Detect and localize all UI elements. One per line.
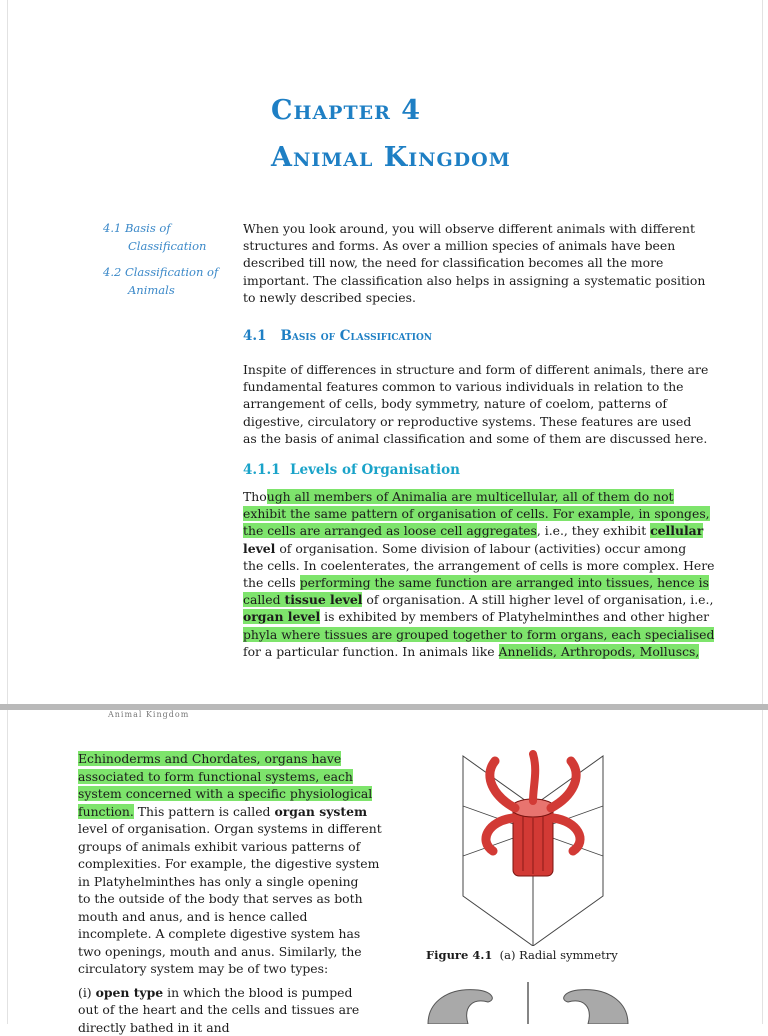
toc-item-4-1[interactable]: 4.1 Basis of Classification — [103, 221, 207, 253]
subsection-heading-4-1-1: 4.1.1 Levels of Organisation — [243, 462, 460, 478]
section-heading-4-1: 4.1 Basis of Classification — [243, 328, 433, 344]
highlighted-text[interactable]: the cells are arranged as loose cell aggregates — [243, 523, 537, 539]
highlighted-text[interactable]: phyla where tissues are grouped together to form organs, each specialised — [243, 626, 715, 642]
running-head: Animal Kingdom — [108, 710, 190, 719]
radial-symmetry-figure — [453, 746, 613, 946]
highlighted-text[interactable]: Echinoderms and Chordates, organs have — [78, 751, 342, 766]
figure-caption: Figure 4.1 (a) Radial symmetry — [426, 948, 618, 962]
levels-of-organisation-paragraph: Though all members of Animalia are multicellular, all of them do not exhibit the same pattern of organisation of cells. For example, in sponges, the cells are arranged as loose cell aggregates, i.e., they exhibit cellular level of organisation. Some division of labour (activities) occur among the cells. In coelenterates, the arrangement of cells is more complex. Here the cells performing the same function are arranged into tissues, hence is called tissue level of organisation. A still higher level of organisation, i.e., organ level is exhibited by members of Platyhelminthes and other higher phyla where tissues are grouped together to form organs, each specialised for a particular function. In animals like Annelids, Arthropods, Molluscs, — [243, 489, 715, 659]
chapter-contents — [103, 219, 238, 299]
page-2-paragraph: Echinoderms and Chordates, organs have associated to form functional systems, each system concerned with a specific physiological function. This pattern is called organ system level of organisation. Organ systems in different groups of animals exhibit various patterns of complexities. For example, the digestive system in Platyhelminthes has only a single opening to the outside of the body that serves as both mouth and anus, and is hence called incomplete. A complete digestive system has two openings, mouth and anus. Similarly, the circulatory system may be of two types: (i) open type in which the blood is pumped out of the heart and the cells and tissues are directly bathed in it and — [78, 751, 382, 1035]
chapter-title: Animal Kingdom — [271, 142, 511, 173]
highlighted-text[interactable]: ugh all members of Animalia are multicellular, all of them do not — [266, 489, 674, 504]
highlighted-text[interactable]: performing the same function are arranged into tissues, hence is — [299, 575, 709, 591]
highlighted-text[interactable]: exhibit the same pattern of organisation of cells. For example, in sponges, — [243, 506, 710, 522]
toc-item-4-2[interactable]: 4.2 Classification of Animals — [103, 265, 219, 297]
highlighted-text[interactable]: Annelids, Arthropods, Molluscs, — [498, 643, 700, 659]
highlighted-text[interactable]: called tissue level — [243, 592, 363, 608]
bilateral-symmetry-figure-partial — [418, 982, 638, 1024]
highlighted-text[interactable]: associated to form functional systems, each — [78, 768, 353, 784]
page-1 — [7, 0, 763, 704]
chapter-number: Chapter 4 — [271, 95, 422, 126]
intro-paragraph: When you look around, you will observe different animals with different structures and forms. As over a million species of animals have been described till now, the need for classification becomes all the more important. The classification also helps in assigning a systematic position to newly described species. — [243, 221, 706, 305]
highlighted-text[interactable]: organ level — [243, 609, 321, 625]
highlighted-text[interactable]: system concerned with a specific physiological — [78, 786, 373, 801]
section-4-1-paragraph: Inspite of differences in structure and form of different animals, there are fundamental features common to various individuals in relation to the arrangement of cells, body symmetry, nature of coelom, patterns of digestive, circulatory or reproductive systems. These features are used as the basis of animal classification and some of them are discussed here. — [243, 362, 709, 446]
highlighted-text[interactable]: function. — [78, 803, 134, 819]
highlighted-text[interactable]: cellular — [650, 523, 704, 539]
page-2 — [7, 710, 763, 1035]
